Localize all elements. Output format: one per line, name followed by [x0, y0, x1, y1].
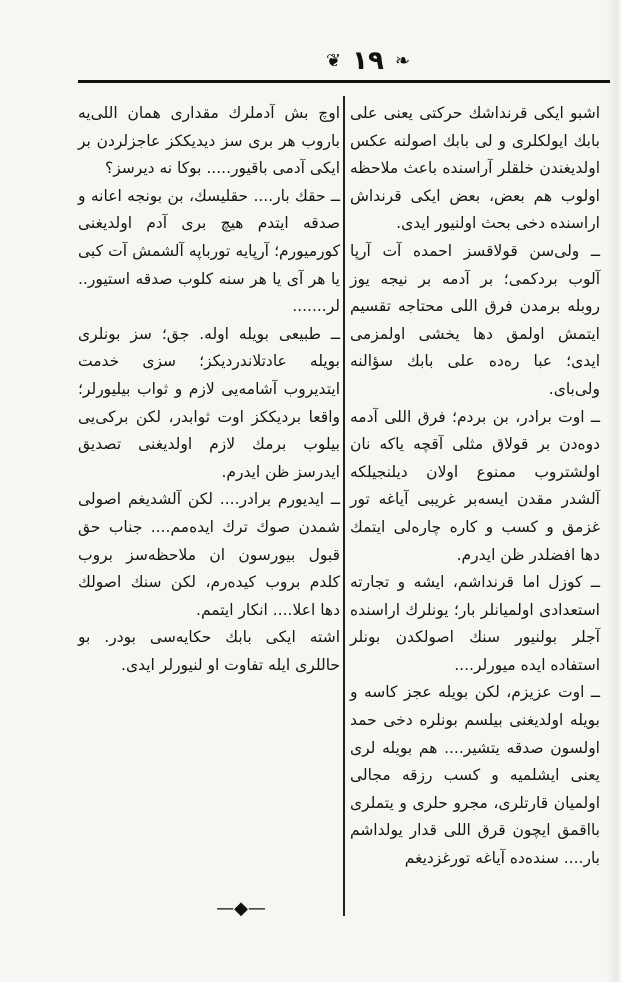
ornament-right-glyph: ❧: [394, 50, 411, 72]
left-paragraph-1: اوچ بش آدملرك مقداری همان اللی‌یه باروب هر بری سز دیدیککز عاجزلردن بر ایکی آدمی باقیور..... بوکا نه دیرسز؟: [78, 104, 340, 178]
page-edge-shadow: [607, 0, 623, 982]
right-paragraph-3: ــ اوت برادر، بن بردم؛ فرق اللی آدمه دوەدن بر قولاق مثلی آقچه یاکه نان اولشتروب ممنوع اولان دیلنجیلکه آلشدر مقدن ایسه‌بر غریبی آیاغه تور غزمق و کسب و کاره چاره‌لی ایتمك دها افضلدر ظن ایدرم.: [350, 407, 600, 564]
left-paragraph-5: اشته ایکی بابك حکایه‌سی بودر. بو حاللری ایله تفاوت او لنیورلر ایدی.: [78, 628, 340, 674]
page-number: ١٩: [352, 46, 384, 76]
right-text-column: [350, 100, 600, 873]
right-paragraph-2: ــ ولی‌سن قولاقسز احمده آت آرپا آلوب بردکمی؛ بر آدمه بر نیجه یوز روبله برمدن فرق اللی محتاجه تقسیم ایتمش اولمق دها یخشی اولمزمی ایدی؛ عبا رەده علی بابك سؤالنه ولی‌بای.: [350, 241, 600, 398]
right-paragraph-1: اشبو ایکی قرنداشك حرکتی یعنی علی بابك ایولکلری و لی بابك اصولنه عکس اولدیغندن خلقلر آراسنده باعث ملاحظه اولوب هم بعض، بعض ایکی قرنداش اراسنده دخی بحث اولنیور ایدی.: [350, 104, 600, 233]
right-paragraph-4: ــ کوزل اما قرنداشم، ایشه و تجارته استعدادی اولمیانلر بار؛ یونلرك اراسنده آجلر بولنیور سنك اصولکدن بونلر استفاده ایده میورلر....: [350, 573, 600, 674]
header-ornament: [288, 46, 448, 76]
page-header: [70, 40, 610, 90]
left-paragraph-3: ــ طبیعی بویله اوله. جق؛ سز بونلری بویله عادتلاندردیکز؛ سزی خدمت ایتدیروب آشامه‌یی لازم و ثواب بیلیورلر؛ واقعا بردیککز اوت ثوابدر، لکن برکی‌یی بیلوب برمك لازم اولدیغنی تصدیق ایدرسز ظن ایدرم.: [78, 324, 340, 481]
header-rule: [78, 80, 610, 83]
left-text-column: [78, 100, 340, 679]
column-divider: [343, 96, 345, 916]
left-paragraph-2: ــ حقك بار.... حقلیسك، بن بونجه اعانه و صدقه ایتدم هیچ بری آدم اولدیغنی کورمیورم؛ آرپایه تورباپه آلشمش آت کبی یا هر آی یا هر سنه کلوب صدقه استیور.. لر.......: [78, 186, 340, 316]
left-paragraph-4: ــ ایدیورم برادر.... لکن آلشدیغم اصولی شمدن صوك ترك ایده‌مم.... جناب حق قبول بیورسون ان ملاحظه‌سز بروب کلدم بروب کیده‌رم، لکن سنك اصولك دها اعلا.... انکار ایتمم.: [78, 490, 340, 619]
right-paragraph-5: ــ اوت عزیزم، لکن بویله عجز کاسه و بویله اولدیغنی بیلسم بونلره دخی حمد اولسون صدقه یتشیر.... هم بویله لری یعنی ایشلمیه و کسب رزقه مجالی اولمیان قارتلری، مجرو حلری و یتملری بااقمق ایچون قرق اللی قدار یولداشم بار.... سنده‌ده آیاغه تورغزدیغم: [350, 683, 600, 868]
ornament-left-glyph: ❦: [325, 50, 342, 72]
end-ornament: —◆—: [216, 898, 266, 919]
